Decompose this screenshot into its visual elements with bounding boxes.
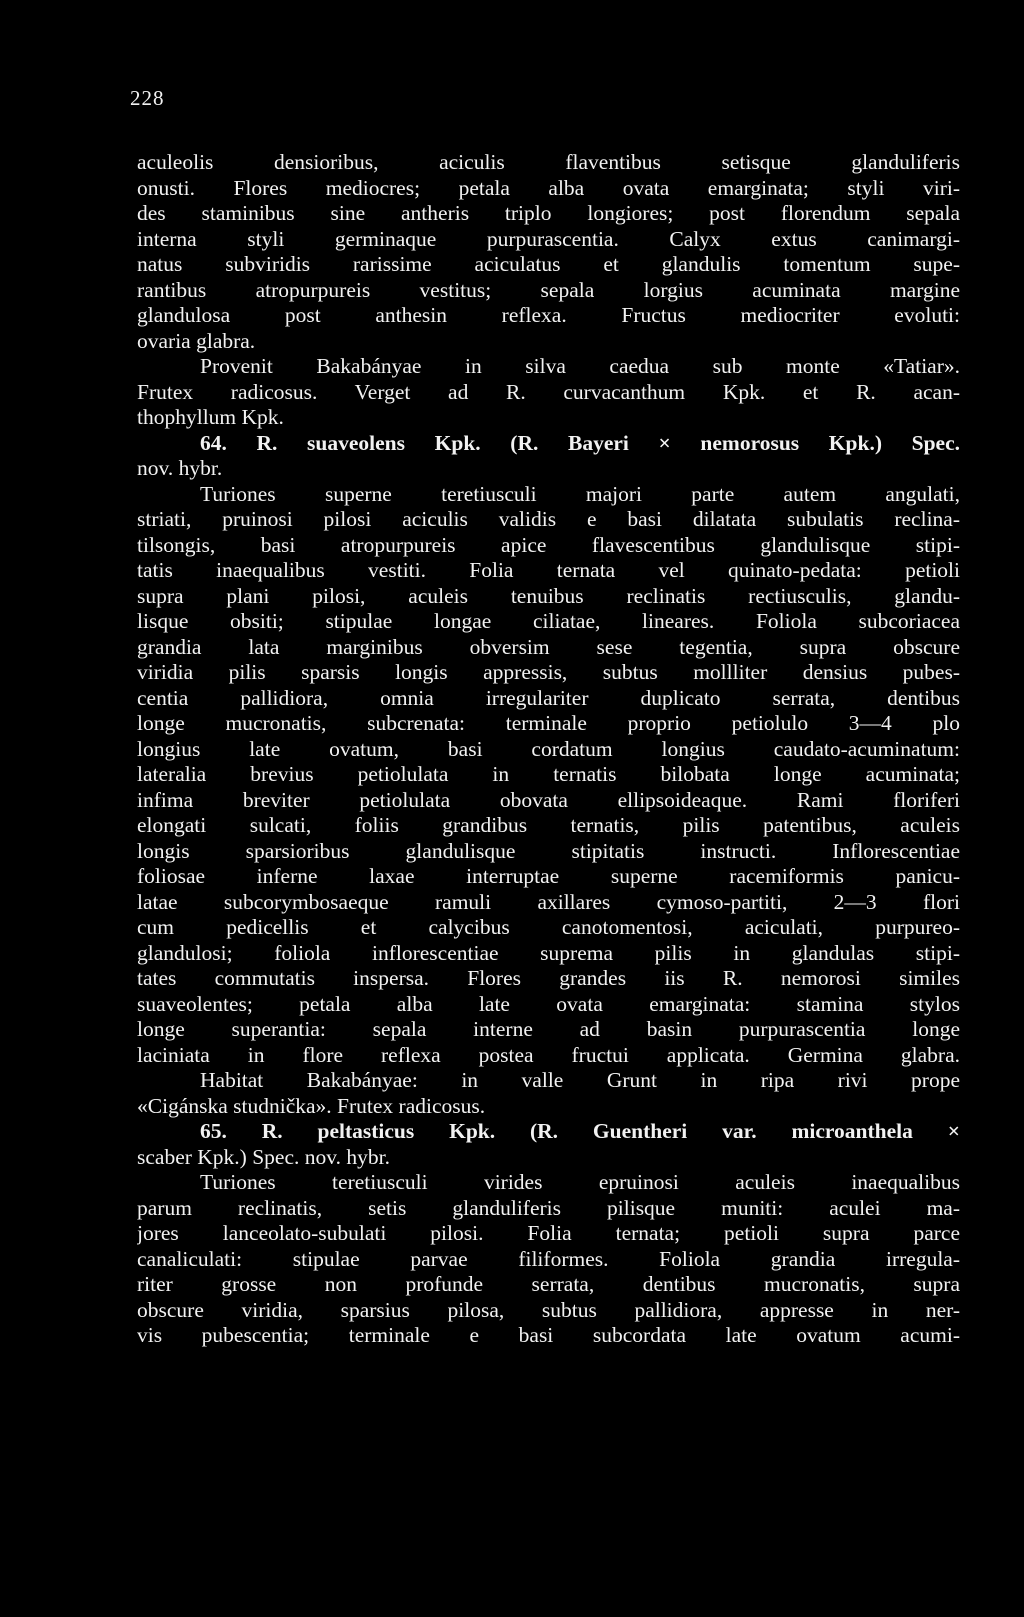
text-line: interna styli germinaque purpurascentia. Calyx extus canimargi-	[137, 226, 960, 251]
text-line: canaliculati: stipulae parvae filiformes. Foliola grandia irregula-	[137, 1246, 960, 1271]
text-line: rantibus atropurpureis vestitus; sepala lorgius acuminata margine	[137, 277, 960, 302]
text-line: grandia lata marginibus obversim sese tegentia, supra obscure	[137, 634, 960, 659]
text-line: ovaria glabra.	[137, 328, 256, 353]
text-line: longis sparsioribus glandulisque stipitatis instructi. Inflorescentiae	[137, 838, 960, 863]
species-heading: 65. R. peltasticus Kpk. (R. Guentheri var. microanthela ×	[200, 1119, 960, 1143]
text-line: des staminibus sine antheris triplo longiores; post florendum sepala	[137, 201, 960, 225]
species-heading: 64. R. suaveolens Kpk. (R. Bayeri × nemorosus Kpk.) Spec.	[200, 430, 960, 455]
text-line: laciniata in flore reflexa postea fructui applicata. Germina glabra.	[137, 1042, 960, 1067]
text-line: longius late ovatum, basi cordatum longius caudato-acuminatum:	[137, 736, 960, 761]
text-line: obscure viridia, sparsius pilosa, subtus pallidiora, appresse in ner-	[137, 1297, 960, 1322]
text-line: natus subviridis rarissime aciculatus et glandulis tomentum supe-	[137, 252, 960, 276]
text-line: tates commutatis inspersa. Flores grandes iis R. nemorosi similes	[137, 966, 960, 990]
text-line: longe superantia: sepala interne ad basin purpurascentia longe	[137, 1017, 960, 1041]
text-line: Turiones teretiusculi virides epruinosi aculeis inaequalibus	[200, 1170, 960, 1194]
text-line: latae subcorymbosaeque ramuli axillares cymoso-partiti, 2—3 flori	[137, 889, 960, 914]
page-number: 228	[130, 86, 165, 110]
text-line: thophyllum Kpk.	[137, 405, 284, 429]
text-block	[137, 150, 960, 1349]
text-line: striati, pruinosi pilosi aciculis validis e basi dilatata subulatis reclina-	[137, 507, 960, 531]
text-line: parum reclinatis, setis glanduliferis pilisque muniti: aculei ma-	[137, 1195, 960, 1220]
text-line: Provenit Bakabányae in silva caedua sub monte «Tatiar».	[200, 354, 960, 378]
text-line: foliosae inferne laxae interruptae superne racemiformis panicu-	[137, 864, 960, 888]
text-line: onusti. Flores mediocres; petala alba ovata emarginata; styli viri-	[137, 175, 960, 200]
text-line: suaveolentes; petala alba late ovata emarginata: stamina stylos	[137, 991, 960, 1016]
text-line: lateralia brevius petiolulata in ternatis bilobata longe acuminata;	[137, 762, 960, 786]
text-line: glandulosa post anthesin reflexa. Fructus mediocriter evoluti:	[137, 303, 960, 327]
text-line: lisque obsiti; stipulae longae ciliatae, lineares. Foliola subcoriacea	[137, 609, 960, 633]
text-line: Frutex radicosus. Verget ad R. curvacanthum Kpk. et R. acan-	[137, 379, 960, 404]
text-line: aculeolis densioribus, aciculis flaventibus setisque glanduliferis	[137, 150, 960, 174]
text-line: glandulosi; foliola inflorescentiae suprema pilis in glandulas stipi-	[137, 940, 960, 965]
text-line: tilsongis, basi atropurpureis apice flavescentibus glandulisque stipi-	[137, 532, 960, 557]
text-line: elongati sulcati, foliis grandibus ternatis, pilis patentibus, aculeis	[137, 813, 960, 837]
text-line: viridia pilis sparsis longis appressis, subtus mollliter densius pubes-	[137, 660, 960, 684]
text-line: nov. hybr.	[137, 456, 223, 480]
text-line: cum pedicellis et calycibus canotomentosi, aciculati, purpureo-	[137, 915, 960, 939]
text-line: vis pubescentia; terminale e basi subcordata late ovatum acumi-	[137, 1323, 960, 1347]
text-line: longe mucronatis, subcrenata: terminale proprio petiolulo 3—4 plo	[137, 711, 960, 735]
text-line: centia pallidiora, omnia irregulariter duplicato serrata, dentibus	[137, 685, 960, 710]
text-line: tatis inaequalibus vestiti. Folia ternata vel quinato-pedata: petioli	[137, 558, 960, 582]
text-line: scaber Kpk.) Spec. nov. hybr.	[137, 1144, 390, 1169]
text-line: jores lanceolato-subulati pilosi. Folia ternata; petioli supra parce	[137, 1221, 960, 1245]
text-line: «Cigánska studnička». Frutex radicosus.	[137, 1093, 486, 1118]
text-line: supra plani pilosi, aculeis tenuibus reclinatis rectiusculis, glandu-	[137, 583, 960, 608]
text-line: Turiones superne teretiusculi majori parte autem angulati,	[200, 481, 960, 506]
text-line: Habitat Bakabányae: in valle Grunt in ripa rivi prope	[200, 1068, 960, 1092]
text-line: riter grosse non profunde serrata, dentibus mucronatis, supra	[137, 1272, 960, 1296]
text-line: infima breviter petiolulata obovata ellipsoideaque. Rami floriferi	[137, 787, 960, 812]
